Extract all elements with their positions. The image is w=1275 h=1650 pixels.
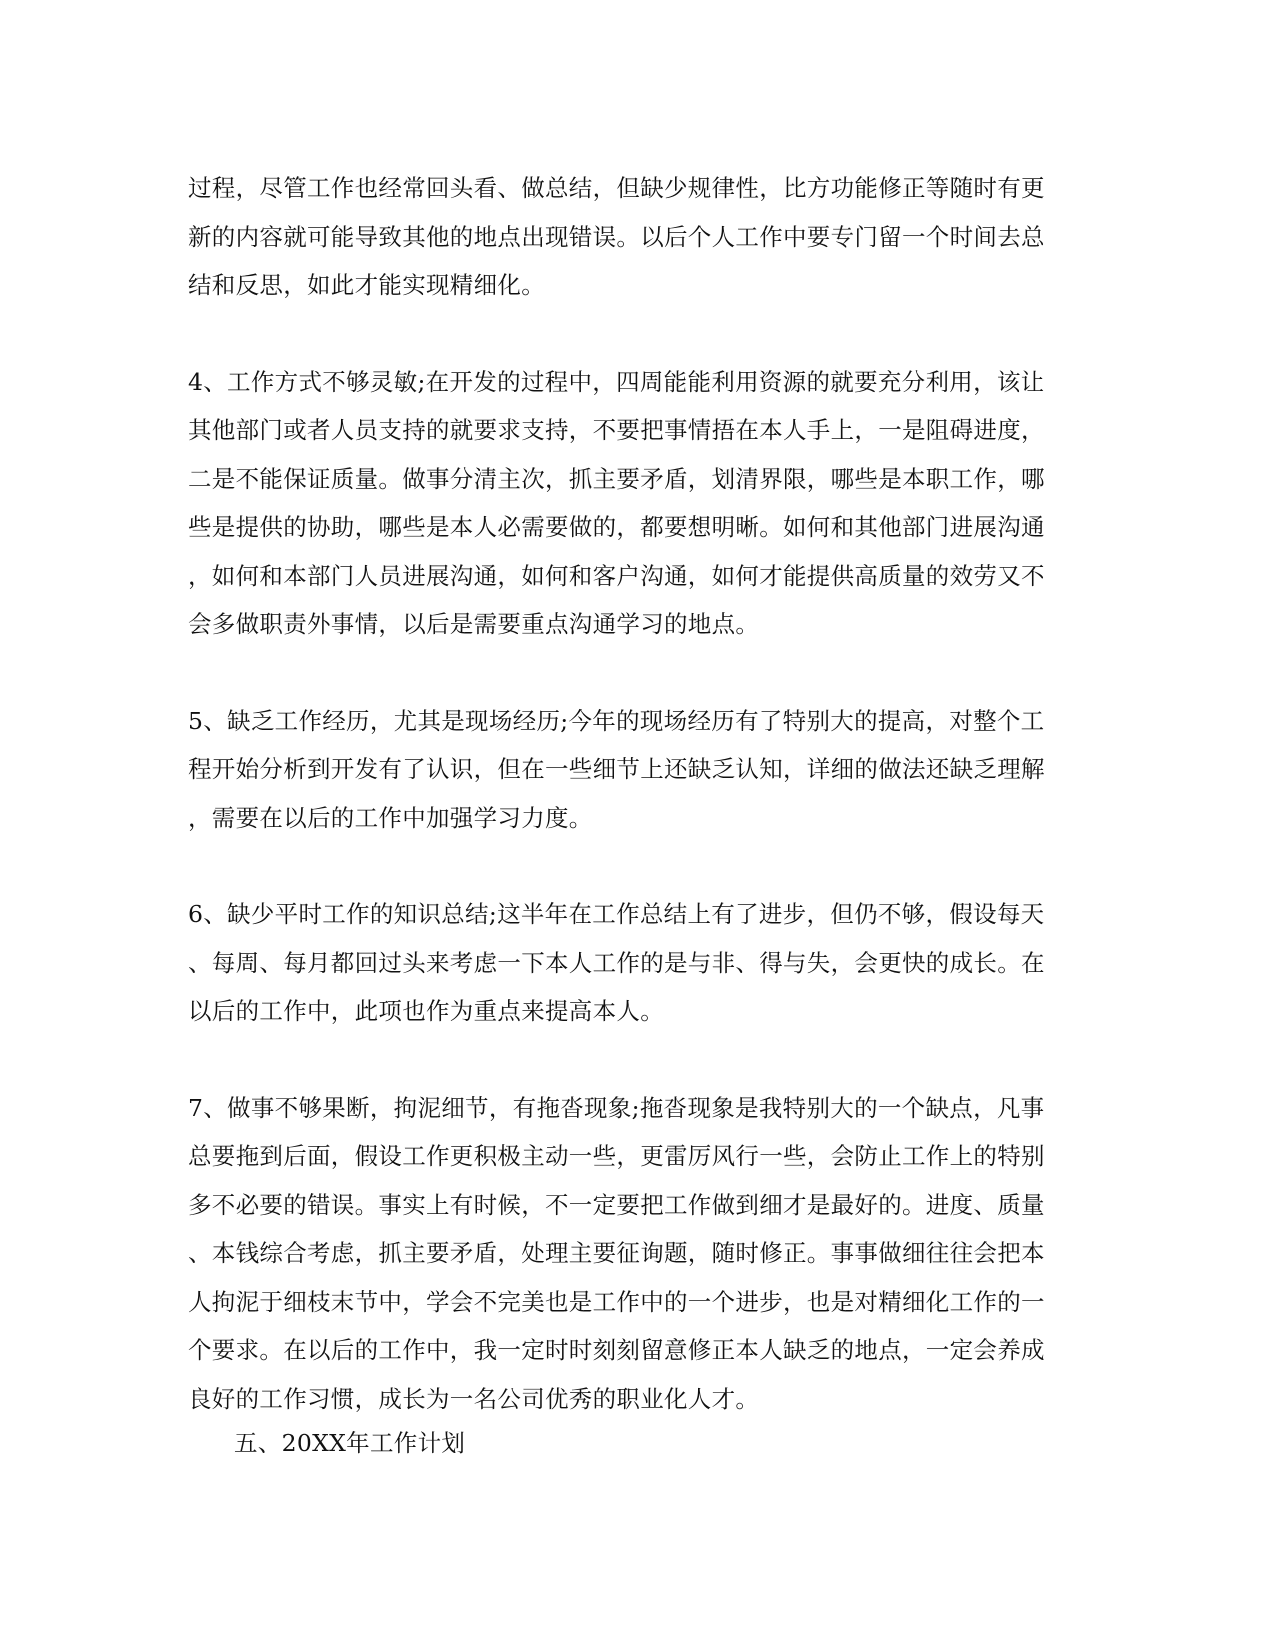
paragraph-continuation: 过程，尽管工作也经常回头看、做总结，但缺少规律性，比方功能修正等随时有更 新的内容就可能导致其他的地点出现错误。以后个人工作中要专门留一个时间去总 结和反思，如此才能实现精细化。 — [188, 174, 1045, 299]
paragraph-item-4: 4、工作方式不够灵敏;在开发的过程中，四周能能利用资源的就要充分利用，该让 其他部门或者人员支持的就要求支持，不要把事情捂在本人手上，一是阻碍进度， 二是不能保证质量。做事分清主次，抓主要矛盾，划清界限，哪些是本职工作，哪 些是提供的协助，哪些是本人必需要做的，都要想明晰。如何和其他部门进展沟通 ，如何和本部门人员进展沟通，如何和客户沟通，如何才能提供高质量的效劳又不 会多做职责外事情，以后是需要重点沟通学习的地点。 — [188, 367, 1045, 638]
paragraph-item-5: 5、缺乏工作经历，尤其是现场经历;今年的现场经历有了特别大的提高，对整个工 程开始分析到开发有了认识，但在一些细节上还缺乏认知，详细的做法还缺乏理解 ，需要在以后的工作中加强学习力度。 — [188, 706, 1045, 832]
paragraph-item-6: 6、缺少平时工作的知识总结;这半年在工作总结上有了进步，但仍不够，假设每天 、每周、每月都回过头来考虑一下本人工作的是与非、得与失，会更快的成长。在 以后的工作中，此项也作为重点来提高本人。 — [188, 900, 1045, 1025]
document-body — [188, 164, 1088, 1463]
section-heading: 五、20XX年工作计划 — [234, 1429, 466, 1457]
paragraph-item-7: 7、做事不够果断，拘泥细节，有拖沓现象;拖沓现象是我特别大的一个缺点，凡事 总要拖到后面，假设工作更积极主动一些，更雷厉风行一些，会防止工作上的特别 多不必要的错误。事实上有时候，不一定要把工作做到细才是最好的。进度、质量 、本钱综合考虑，抓主要矛盾，处理主要征询题，随时修正。事事做细往往会把本 人拘泥于细枝末节中，学会不完美也是工作中的一个进步，也是对精细化工作的一 个要求。在以后的工作中，我一定时时刻刻留意修正本人缺乏的地点，一定会养成 良好的工作习惯，成长为一名公司优秀的职业化人才。 — [188, 1093, 1045, 1413]
